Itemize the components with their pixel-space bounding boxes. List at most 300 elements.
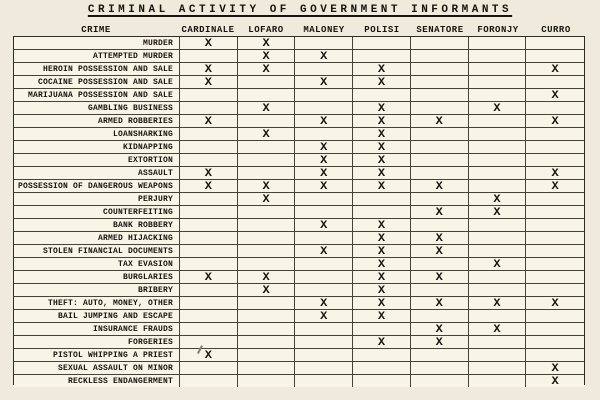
mark-cell-cardinale	[180, 89, 238, 102]
mark-cell-senatore	[411, 167, 469, 180]
x-mark: X	[320, 153, 328, 167]
mark-cell-senatore	[411, 37, 469, 50]
mark-cell-senatore	[411, 297, 469, 310]
mark-cell-maloney	[295, 50, 353, 63]
mark-cell-polisi	[353, 63, 411, 76]
crime-label: ARMED ROBBERIES	[14, 115, 180, 128]
mark-cell-senatore	[411, 245, 469, 258]
mark-cell-foronjy	[469, 193, 527, 206]
table-row	[14, 336, 584, 349]
mark-cell-lofaro	[238, 76, 296, 89]
x-mark: X	[377, 296, 386, 310]
crime-label: ATTEMPTED MURDER	[14, 50, 180, 63]
x-mark: X	[493, 296, 501, 310]
column-header-crime: CRIME	[81, 25, 111, 35]
mark-cell-lofaro	[238, 284, 296, 297]
table-row	[14, 115, 584, 128]
mark-cell-curro	[526, 271, 584, 284]
mark-cell-curro	[526, 50, 584, 63]
x-mark: X	[551, 166, 559, 180]
x-mark: X	[262, 192, 270, 206]
crime-label: SEXUAL ASSAULT ON MINOR	[14, 362, 180, 375]
x-mark: X	[262, 270, 270, 284]
table-row	[14, 76, 584, 89]
x-mark: X	[204, 166, 212, 180]
mark-cell-cardinale	[180, 219, 238, 232]
mark-cell-lofaro	[238, 310, 296, 323]
table-row	[14, 206, 584, 219]
mark-cell-cardinale	[180, 297, 238, 310]
mark-cell-maloney	[295, 141, 353, 154]
mark-cell-foronjy	[469, 128, 527, 141]
mark-cell-cardinale	[180, 37, 238, 50]
crime-label: RECKLESS ENDANGERMENT	[14, 375, 180, 387]
mark-cell-senatore	[411, 258, 469, 271]
table-row	[14, 258, 584, 271]
mark-cell-cardinale	[180, 154, 238, 167]
mark-cell-polisi	[353, 323, 411, 336]
mark-cell-lofaro	[238, 219, 296, 232]
mark-cell-senatore	[411, 115, 469, 128]
mark-cell-maloney	[295, 219, 353, 232]
mark-cell-cardinale	[180, 323, 238, 336]
mark-cell-foronjy	[469, 375, 527, 387]
table-row	[14, 323, 584, 336]
mark-cell-polisi	[353, 362, 411, 375]
mark-cell-curro	[526, 258, 584, 271]
x-mark: X	[377, 179, 386, 193]
crime-label: PERJURY	[14, 193, 180, 206]
mark-cell-foronjy	[469, 76, 527, 89]
column-header-curro: CURRO	[541, 25, 571, 35]
mark-cell-senatore	[411, 323, 469, 336]
mark-cell-lofaro	[238, 193, 296, 206]
mark-cell-curro	[526, 245, 584, 258]
x-mark: X	[320, 179, 328, 193]
mark-cell-cardinale	[180, 128, 238, 141]
mark-cell-maloney	[295, 232, 353, 245]
table-row	[14, 271, 584, 284]
mark-cell-foronjy	[469, 284, 527, 297]
mark-cell-lofaro	[238, 128, 296, 141]
x-mark: X	[262, 101, 270, 115]
mark-cell-lofaro	[238, 258, 296, 271]
mark-cell-senatore	[411, 310, 469, 323]
mark-cell-polisi	[353, 232, 411, 245]
mark-cell-cardinale	[180, 76, 238, 89]
mark-cell-maloney	[295, 362, 353, 375]
mark-cell-foronjy	[469, 323, 527, 336]
mark-cell-foronjy	[469, 310, 527, 323]
x-mark: X	[377, 166, 386, 180]
crime-label: PISTOL WHIPPING A PRIEST	[14, 349, 180, 362]
mark-cell-lofaro	[238, 50, 296, 63]
x-mark: X	[320, 309, 328, 323]
mark-cell-foronjy	[469, 219, 527, 232]
mark-cell-curro	[526, 349, 584, 362]
table-row	[14, 167, 584, 180]
mark-cell-maloney	[295, 245, 353, 258]
x-mark: X	[204, 114, 212, 128]
mark-cell-cardinale	[180, 258, 238, 271]
mark-cell-lofaro	[238, 154, 296, 167]
table-row	[14, 128, 584, 141]
crime-label: ARMED HIJACKING	[14, 232, 180, 245]
x-mark: X	[204, 270, 212, 284]
table-row	[14, 50, 584, 63]
mark-cell-foronjy	[469, 167, 527, 180]
crime-label: LOANSHARKING	[14, 128, 180, 141]
mark-cell-lofaro	[238, 232, 296, 245]
mark-cell-maloney	[295, 76, 353, 89]
mark-cell-lofaro	[238, 349, 296, 362]
x-mark: X	[204, 62, 212, 76]
mark-cell-curro	[526, 375, 584, 387]
x-mark: X	[262, 62, 270, 76]
x-mark: X	[262, 283, 270, 297]
mark-cell-maloney	[295, 37, 353, 50]
mark-cell-lofaro	[238, 375, 296, 387]
mark-cell-senatore	[411, 232, 469, 245]
mark-cell-senatore	[411, 349, 469, 362]
crime-label: THEFT: AUTO, MONEY, OTHER	[14, 297, 180, 310]
table-row	[14, 375, 584, 387]
x-mark: X	[435, 296, 443, 310]
mark-cell-polisi	[353, 349, 411, 362]
crime-label: COUNTERFEITING	[14, 206, 180, 219]
mark-cell-polisi	[353, 310, 411, 323]
x-mark: X	[377, 335, 386, 349]
mark-cell-polisi	[353, 102, 411, 115]
mark-cell-curro	[526, 89, 584, 102]
mark-cell-cardinale	[180, 336, 238, 349]
mark-cell-maloney	[295, 336, 353, 349]
mark-cell-curro	[526, 362, 584, 375]
mark-cell-curro	[526, 193, 584, 206]
x-mark: X	[377, 140, 386, 154]
mark-cell-senatore	[411, 154, 469, 167]
mark-cell-foronjy	[469, 258, 527, 271]
mark-cell-curro	[526, 336, 584, 349]
crime-label: HEROIN POSSESSION AND SALE	[14, 63, 180, 76]
x-mark: X	[551, 179, 559, 193]
mark-cell-foronjy	[469, 180, 527, 193]
mark-cell-foronjy	[469, 297, 527, 310]
mark-cell-polisi	[353, 128, 411, 141]
x-mark: X	[551, 374, 559, 388]
mark-cell-senatore	[411, 128, 469, 141]
mark-cell-senatore	[411, 180, 469, 193]
mark-cell-maloney	[295, 89, 353, 102]
mark-cell-curro	[526, 219, 584, 232]
mark-cell-maloney	[295, 297, 353, 310]
table-row	[14, 219, 584, 232]
mark-cell-senatore	[411, 219, 469, 232]
column-header-maloney: MALONEY	[303, 25, 345, 35]
mark-cell-polisi	[353, 245, 411, 258]
x-mark: X	[551, 296, 559, 310]
table-row	[14, 102, 584, 115]
mark-cell-polisi	[353, 219, 411, 232]
mark-cell-senatore	[411, 271, 469, 284]
mark-cell-maloney	[295, 323, 353, 336]
column-header-foronjy: FORONJY	[477, 25, 519, 35]
table-row	[14, 349, 584, 362]
mark-cell-cardinale	[180, 232, 238, 245]
mark-cell-senatore	[411, 193, 469, 206]
mark-cell-lofaro	[238, 167, 296, 180]
mark-cell-maloney	[295, 154, 353, 167]
crime-label: ASSAULT	[14, 167, 180, 180]
mark-cell-cardinale	[180, 167, 238, 180]
mark-cell-polisi	[353, 284, 411, 297]
mark-cell-senatore	[411, 76, 469, 89]
x-mark: X	[377, 218, 386, 232]
mark-cell-foronjy	[469, 115, 527, 128]
mark-cell-polisi	[353, 180, 411, 193]
x-mark: X	[551, 361, 559, 375]
mark-cell-foronjy	[469, 102, 527, 115]
mark-cell-polisi	[353, 37, 411, 50]
mark-cell-curro	[526, 232, 584, 245]
mark-cell-lofaro	[238, 323, 296, 336]
mark-cell-lofaro	[238, 89, 296, 102]
x-mark: X	[320, 218, 328, 232]
mark-cell-curro	[526, 141, 584, 154]
mark-cell-maloney	[295, 206, 353, 219]
mark-cell-maloney	[295, 63, 353, 76]
x-mark: X	[435, 205, 443, 219]
crime-label: BURGLARIES	[14, 271, 180, 284]
mark-cell-lofaro	[238, 336, 296, 349]
mark-cell-curro	[526, 76, 584, 89]
mark-cell-senatore	[411, 50, 469, 63]
mark-cell-senatore	[411, 362, 469, 375]
mark-cell-polisi	[353, 271, 411, 284]
mark-cell-foronjy	[469, 245, 527, 258]
mark-cell-cardinale	[180, 102, 238, 115]
x-mark: X	[320, 49, 328, 63]
mark-cell-cardinale	[180, 284, 238, 297]
x-mark: X	[377, 101, 386, 115]
mark-cell-senatore	[411, 89, 469, 102]
informants-table	[13, 36, 585, 388]
crime-label: MARIJUANA POSSESSION AND SALE	[14, 89, 180, 102]
mark-cell-senatore	[411, 141, 469, 154]
table-row	[14, 232, 584, 245]
x-mark: X	[435, 244, 443, 258]
mark-cell-polisi	[353, 206, 411, 219]
mark-cell-lofaro	[238, 102, 296, 115]
mark-cell-maloney	[295, 258, 353, 271]
crime-label: KIDNAPPING	[14, 141, 180, 154]
table-row	[14, 154, 584, 167]
crime-label: EXTORTION	[14, 154, 180, 167]
mark-cell-lofaro	[238, 297, 296, 310]
mark-cell-polisi	[353, 89, 411, 102]
mark-cell-curro	[526, 297, 584, 310]
mark-cell-polisi	[353, 141, 411, 154]
x-mark: X	[377, 114, 386, 128]
mark-cell-foronjy	[469, 206, 527, 219]
x-mark: X	[435, 270, 443, 284]
x-mark: X	[262, 36, 270, 50]
x-mark: X	[320, 140, 328, 154]
crime-label: MURDER	[14, 37, 180, 50]
mark-cell-polisi	[353, 193, 411, 206]
mark-cell-cardinale	[180, 50, 238, 63]
mark-cell-foronjy	[469, 141, 527, 154]
mark-cell-lofaro	[238, 245, 296, 258]
mark-cell-polisi	[353, 167, 411, 180]
table-row	[14, 245, 584, 258]
x-mark: X	[551, 88, 559, 102]
mark-cell-lofaro	[238, 115, 296, 128]
mark-cell-senatore	[411, 102, 469, 115]
mark-cell-polisi	[353, 258, 411, 271]
mark-cell-polisi	[353, 50, 411, 63]
x-mark: X	[377, 62, 386, 76]
x-mark: X	[262, 127, 270, 141]
table-row	[14, 89, 584, 102]
mark-cell-curro	[526, 128, 584, 141]
mark-cell-cardinale	[180, 141, 238, 154]
mark-cell-foronjy	[469, 349, 527, 362]
mark-cell-lofaro	[238, 37, 296, 50]
mark-cell-polisi	[353, 115, 411, 128]
mark-cell-curro	[526, 167, 584, 180]
mark-cell-lofaro	[238, 271, 296, 284]
mark-cell-lofaro	[238, 63, 296, 76]
table-row	[14, 180, 584, 193]
mark-cell-senatore	[411, 63, 469, 76]
mark-cell-senatore	[411, 206, 469, 219]
mark-cell-foronjy	[469, 362, 527, 375]
mark-cell-cardinale	[180, 115, 238, 128]
x-mark: X	[262, 179, 270, 193]
mark-cell-cardinale	[180, 349, 238, 362]
mark-cell-foronjy	[469, 37, 527, 50]
crime-label: GAMBLING BUSINESS	[14, 102, 180, 115]
x-mark: X	[377, 244, 386, 258]
mark-cell-curro	[526, 37, 584, 50]
crime-label: BAIL JUMPING AND ESCAPE	[14, 310, 180, 323]
x-mark: X	[377, 309, 386, 323]
x-mark: X	[377, 270, 386, 284]
x-mark: X	[493, 192, 501, 206]
mark-cell-curro	[526, 310, 584, 323]
x-mark: X	[377, 153, 386, 167]
x-mark: X	[377, 127, 386, 141]
mark-cell-curro	[526, 115, 584, 128]
x-mark: X	[493, 322, 501, 336]
mark-cell-polisi	[353, 375, 411, 387]
mark-cell-curro	[526, 102, 584, 115]
x-mark: X	[320, 114, 328, 128]
document-title: CRIMINAL ACTIVITY OF GOVERNMENT INFORMANTS	[87, 4, 513, 16]
mark-cell-polisi	[353, 154, 411, 167]
mark-cell-cardinale	[180, 375, 238, 387]
x-mark: X	[320, 296, 328, 310]
mark-cell-cardinale	[180, 310, 238, 323]
mark-cell-curro	[526, 180, 584, 193]
x-mark: X	[320, 75, 328, 89]
mark-cell-cardinale	[180, 271, 238, 284]
x-mark: X	[204, 75, 212, 89]
mark-cell-maloney	[295, 349, 353, 362]
x-mark: X	[320, 244, 328, 258]
mark-cell-lofaro	[238, 180, 296, 193]
crime-label: STOLEN FINANCIAL DOCUMENTS	[14, 245, 180, 258]
mark-cell-foronjy	[469, 50, 527, 63]
mark-cell-maloney	[295, 128, 353, 141]
mark-cell-senatore	[411, 284, 469, 297]
mark-cell-maloney	[295, 115, 353, 128]
mark-cell-foronjy	[469, 271, 527, 284]
mark-cell-cardinale	[180, 245, 238, 258]
crime-label: BANK ROBBERY	[14, 219, 180, 232]
x-mark: X	[493, 205, 501, 219]
x-mark: X	[320, 166, 328, 180]
column-header-polisi: POLISI	[364, 25, 400, 35]
mark-cell-curro	[526, 154, 584, 167]
x-mark: X	[204, 36, 212, 50]
column-header-lofaro: LOFARO	[248, 25, 284, 35]
mark-cell-cardinale	[180, 180, 238, 193]
column-header-senatore: SENATORE	[416, 25, 464, 35]
mark-cell-cardinale	[180, 193, 238, 206]
mark-cell-maloney	[295, 284, 353, 297]
crime-label: FORGERIES	[14, 336, 180, 349]
x-mark: X	[435, 335, 443, 349]
mark-cell-cardinale	[180, 206, 238, 219]
table-header-row	[13, 24, 585, 36]
column-header-cardinale: CARDINALE	[181, 25, 235, 35]
x-mark: X	[435, 179, 443, 193]
x-mark: X	[204, 179, 212, 193]
mark-cell-maloney	[295, 102, 353, 115]
mark-cell-curro	[526, 206, 584, 219]
x-mark: X	[435, 231, 443, 245]
x-mark: X	[493, 257, 501, 271]
x-mark: X	[435, 114, 443, 128]
x-mark: X	[493, 101, 501, 115]
crime-label: COCAINE POSSESSION AND SALE	[14, 76, 180, 89]
mark-cell-curro	[526, 63, 584, 76]
mark-cell-foronjy	[469, 336, 527, 349]
crime-label: BRIBERY	[14, 284, 180, 297]
mark-cell-polisi	[353, 336, 411, 349]
table-row	[14, 37, 584, 50]
mark-cell-senatore	[411, 375, 469, 387]
mark-cell-maloney	[295, 167, 353, 180]
mark-cell-polisi	[353, 76, 411, 89]
table-row	[14, 141, 584, 154]
mark-cell-senatore	[411, 336, 469, 349]
mark-cell-curro	[526, 284, 584, 297]
x-mark: X	[435, 322, 443, 336]
mark-cell-lofaro	[238, 362, 296, 375]
x-mark: X	[262, 49, 270, 63]
mark-cell-maloney	[295, 193, 353, 206]
mark-cell-foronjy	[469, 154, 527, 167]
mark-cell-polisi	[353, 297, 411, 310]
mark-cell-maloney	[295, 310, 353, 323]
x-mark: X	[377, 231, 386, 245]
mark-cell-foronjy	[469, 232, 527, 245]
x-mark: X	[551, 62, 559, 76]
x-mark: X	[377, 283, 386, 297]
